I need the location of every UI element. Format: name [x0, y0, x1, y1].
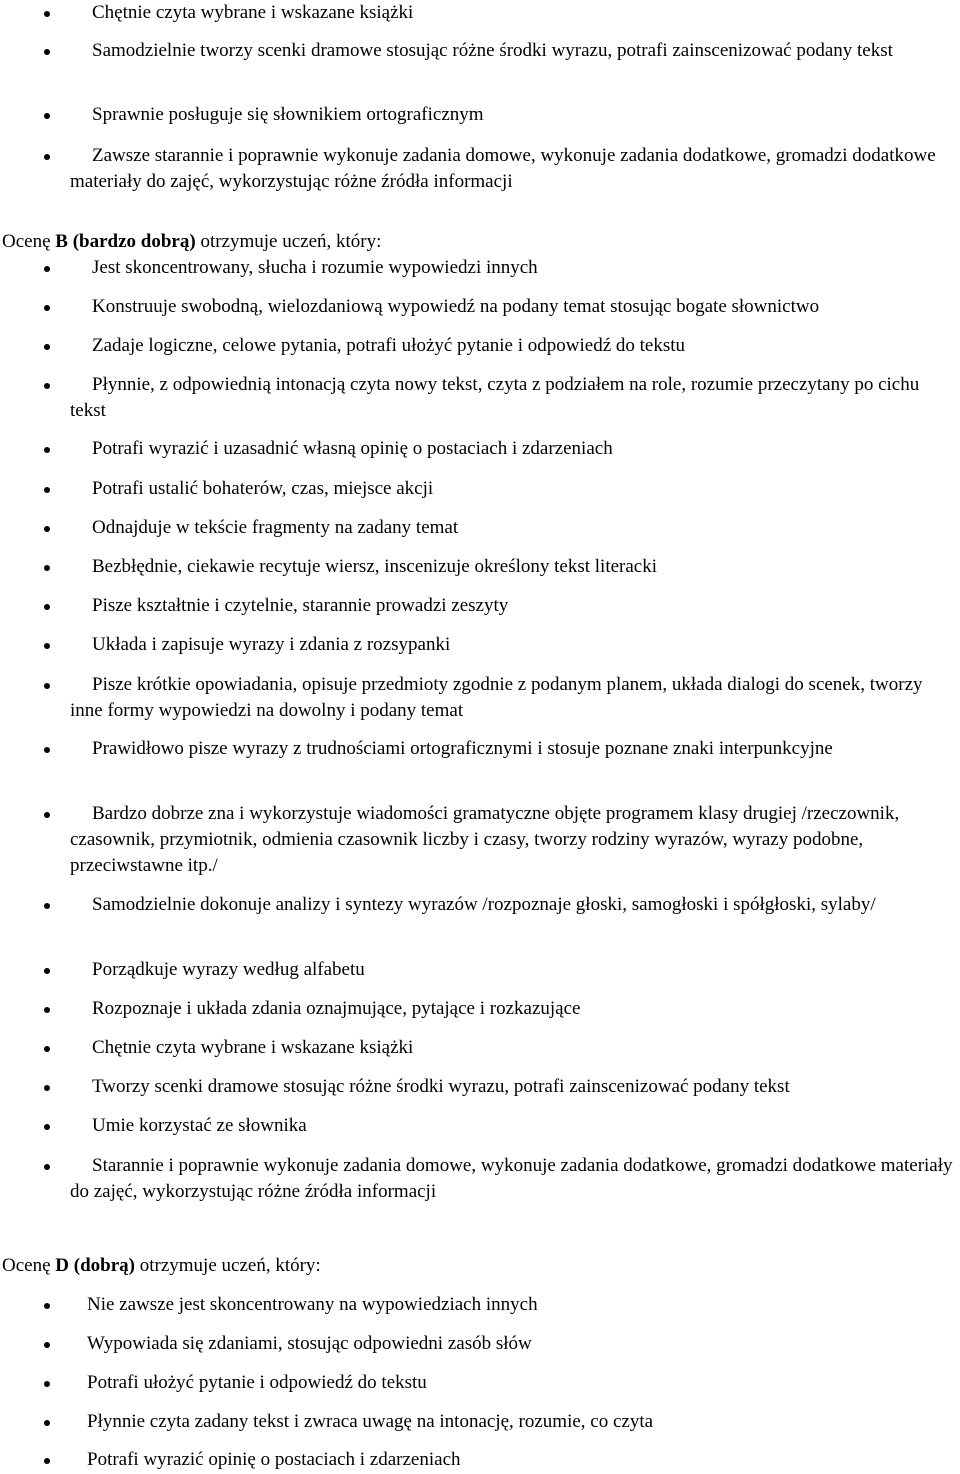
- bullet-icon: [44, 487, 50, 493]
- list-item: Potrafi wyrazić i uzasadnić własną opinię o postaciach i zdarzeniach: [70, 436, 958, 462]
- bullet-icon: [44, 344, 50, 350]
- bullet-icon: [44, 1164, 50, 1170]
- list-item: Konstruuje swobodną, wielozdaniową wypowiedź na podany temat stosując bogate słownictwo: [70, 294, 958, 320]
- section-b-heading: Ocenę B (bardzo dobrą) otrzymuje uczeń, który:: [2, 231, 382, 252]
- list-item: Zawsze starannie i poprawnie wykonuje zadania domowe, wykonuje zadania dodatkowe, gromadzi dodatkowe materiały do zajęć, wykorzystując różne źródła informacji: [70, 143, 958, 195]
- bullet-icon: [44, 1046, 50, 1052]
- bullet-icon: [44, 1303, 50, 1309]
- list-item: Pisze kształtnie i czytelnie, starannie prowadzi zeszyty: [70, 593, 958, 619]
- bullet-icon: [44, 447, 50, 453]
- bullet-icon: [44, 1458, 50, 1464]
- list-item: Prawidłowo pisze wyrazy z trudnościami ortograficznymi i stosuje poznane znaki interpunkcyjne: [70, 736, 958, 762]
- list-item: Samodzielnie dokonuje analizy i syntezy wyrazów /rozpoznaje głoski, samogłoski i spółgłoski, sylaby/: [70, 892, 958, 918]
- list-item: Bezbłędnie, ciekawie recytuje wiersz, inscenizuje określony tekst literacki: [70, 554, 958, 580]
- list-item: Odnajduje w tekście fragmenty na zadany temat: [70, 515, 958, 541]
- list-item: Starannie i poprawnie wykonuje zadania domowe, wykonuje zadania dodatkowe, gromadzi dodatkowe materiały do zajęć, wykorzystując różne źródła informacji: [70, 1153, 958, 1205]
- list-item: Umie korzystać ze słownika: [70, 1113, 958, 1139]
- bullet-icon: [44, 1007, 50, 1013]
- bullet-icon: [44, 266, 50, 272]
- list-item: Wypowiada się zdaniami, stosując odpowiedni zasób słów: [70, 1331, 958, 1357]
- bullet-icon: [44, 643, 50, 649]
- bullet-icon: [44, 1342, 50, 1348]
- list-item: Porządkuje wyrazy według alfabetu: [70, 957, 958, 983]
- list-item: Jest skoncentrowany, słucha i rozumie wypowiedzi innych: [70, 255, 958, 281]
- list-item: Pisze krótkie opowiadania, opisuje przedmioty zgodnie z podanym planem, układa dialogi do scenek, tworzy inne formy wypowiedzi na dowolny i podany temat: [70, 672, 958, 724]
- bullet-icon: [44, 11, 50, 17]
- list-item: Chętnie czyta wybrane i wskazane książki: [70, 1035, 958, 1061]
- section-d-heading: Ocenę D (dobrą) otrzymuje uczeń, który:: [2, 1255, 321, 1276]
- list-item: Płynnie czyta zadany tekst i zwraca uwagę na intonację, rozumie, co czyta: [70, 1409, 958, 1435]
- bullet-icon: [44, 812, 50, 818]
- list-item: Potrafi wyrazić opinię o postaciach i zdarzeniach: [70, 1447, 958, 1473]
- bullet-icon: [44, 747, 50, 753]
- bullet-icon: [44, 113, 50, 119]
- bullet-icon: [44, 565, 50, 571]
- list-item: Samodzielnie tworzy scenki dramowe stosując różne środki wyrazu, potrafi zainscenizować podany tekst: [70, 38, 958, 64]
- bullet-icon: [44, 968, 50, 974]
- bullet-icon: [44, 1085, 50, 1091]
- list-item: Chętnie czyta wybrane i wskazane książki: [70, 0, 958, 26]
- grade-label: D (dobrą): [55, 1255, 135, 1276]
- list-item: Płynnie, z odpowiednią intonacją czyta nowy tekst, czyta z podziałem na role, rozumie przeczytany po cichu tekst: [70, 372, 958, 424]
- list-item: Nie zawsze jest skoncentrowany na wypowiedziach innych: [70, 1292, 958, 1318]
- grade-label: B (bardzo dobrą): [55, 231, 196, 252]
- list-item: Sprawnie posługuje się słownikiem ortograficznym: [70, 102, 958, 128]
- list-item: Tworzy scenki dramowe stosując różne środki wyrazu, potrafi zainscenizować podany tekst: [70, 1074, 958, 1100]
- bullet-icon: [44, 903, 50, 909]
- bullet-icon: [44, 154, 50, 160]
- list-item: Potrafi ustalić bohaterów, czas, miejsce akcji: [70, 476, 958, 502]
- bullet-icon: [44, 1420, 50, 1426]
- list-item: Bardzo dobrze zna i wykorzystuje wiadomości gramatyczne objęte programem klasy drugiej /rzeczownik, czasownik, przymiotnik, odmienia czasownik liczby i czasy, tworzy rodziny wyrazów, wyrazy podobne, przeciwstawne itp./: [70, 801, 958, 879]
- list-item: Układa i zapisuje wyrazy i zdania z rozsypanki: [70, 632, 958, 658]
- bullet-icon: [44, 526, 50, 532]
- bullet-icon: [44, 305, 50, 311]
- list-item: Rozpoznaje i układa zdania oznajmujące, pytające i rozkazujące: [70, 996, 958, 1022]
- list-item: Zadaje logiczne, celowe pytania, potrafi ułożyć pytanie i odpowiedź do tekstu: [70, 333, 958, 359]
- list-item: Potrafi ułożyć pytanie i odpowiedź do tekstu: [70, 1370, 958, 1396]
- bullet-icon: [44, 1381, 50, 1387]
- bullet-icon: [44, 383, 50, 389]
- bullet-icon: [44, 604, 50, 610]
- bullet-icon: [44, 683, 50, 689]
- bullet-icon: [44, 1124, 50, 1130]
- bullet-icon: [44, 49, 50, 55]
